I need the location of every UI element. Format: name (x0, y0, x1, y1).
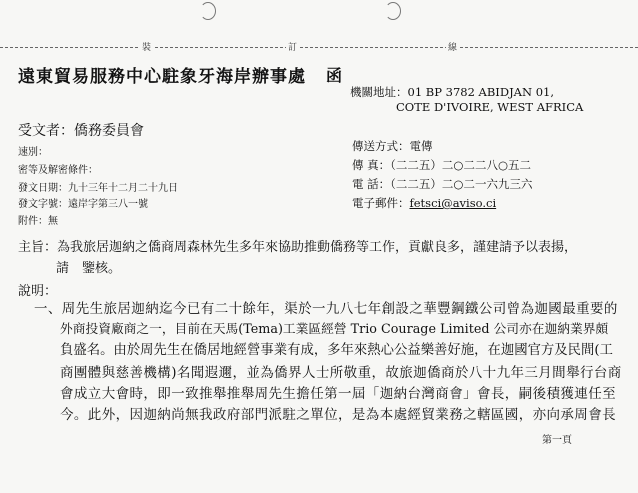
explanation-line-4: 商團體與慈善機構)名聞遐邇，並為僑界人士所敬重，故旅迦僑商於八十九年三月間舉行台商 (60, 365, 622, 381)
subject-line-1: 主旨：為我旅居迦納之僑商周森林先生多年來協助推動僑務等工作，貢獻良多，謹建請予以表揚， (18, 240, 578, 255)
field-phone: 電 話：（二二五）二○二一六九三六 (352, 177, 533, 191)
recipient: 受文者：僑務委員會 (18, 123, 144, 139)
field-security: 密等及解密條件： (18, 165, 98, 176)
email-label: 電子郵件： (352, 196, 410, 210)
binding-mark-3: 線 (446, 40, 459, 53)
binding-hole-right (385, 2, 401, 20)
email-value[interactable]: fetsci@aviso.ci (409, 196, 497, 210)
address-label: 機關地址： (350, 85, 408, 99)
address-block (350, 84, 554, 100)
explanation-line-3: 負盛名。由於周先生在僑居地經營事業有成，多年來熱心公益樂善好施，在迦國官方及民間(工 (60, 343, 613, 358)
binding-mark-1: 裝 (140, 40, 153, 53)
field-date: 發文日期：九十三年十二月二十九日 (18, 183, 178, 194)
field-fax: 傳 真：（二二五）二○二二八○五二 (352, 158, 531, 172)
field-doc-number: 發文字號：遠岸字第三八一號 (18, 199, 148, 210)
binding-mark-2: 訂 (286, 40, 299, 53)
subject-line-2: 請 鑒核。 (56, 261, 122, 276)
letter-type: 函 (326, 66, 343, 85)
field-transmission: 傳送方式：電傳 (352, 139, 433, 153)
letter-title: 遠東貿易服務中心駐象牙海岸辦事處 (18, 67, 306, 87)
field-attachment: 附件：無 (18, 216, 58, 227)
binding-hole-left (200, 2, 216, 20)
page-number: 第一頁 (542, 435, 572, 446)
explanation-line-2: 外商投資廠商之一，目前在天馬(Tema)工業區經營 Trio Courage Limited 公司亦在迦納業界頗 (60, 322, 609, 337)
field-urgency: 速別： (18, 147, 48, 158)
field-email (352, 195, 496, 211)
explanation-line-5: 會成立大會時，即一致推舉推舉周先生擔任第一屆「迦納台灣商會」會長，嗣後積獲連任至 (60, 386, 616, 402)
binding-line (0, 47, 638, 48)
explanation-line-6: 今。此外，因迦納尚無我政府部門派駐之單位，是為本處經貿業務之轄區國，亦向承周會長 (60, 407, 616, 423)
address-line-1: 01 BP 3782 ABIDJAN 01, (407, 85, 554, 99)
explanation-line-1: 一、周先生旅居迦納迄今已有二十餘年，渠於一九八七年創設之華豐鋼鐵公司曾為迦國最重要的 (34, 301, 618, 317)
address-line-2: COTE D'IVOIRE, WEST AFRICA (396, 100, 584, 114)
explanation-label: 說明： (18, 284, 58, 299)
